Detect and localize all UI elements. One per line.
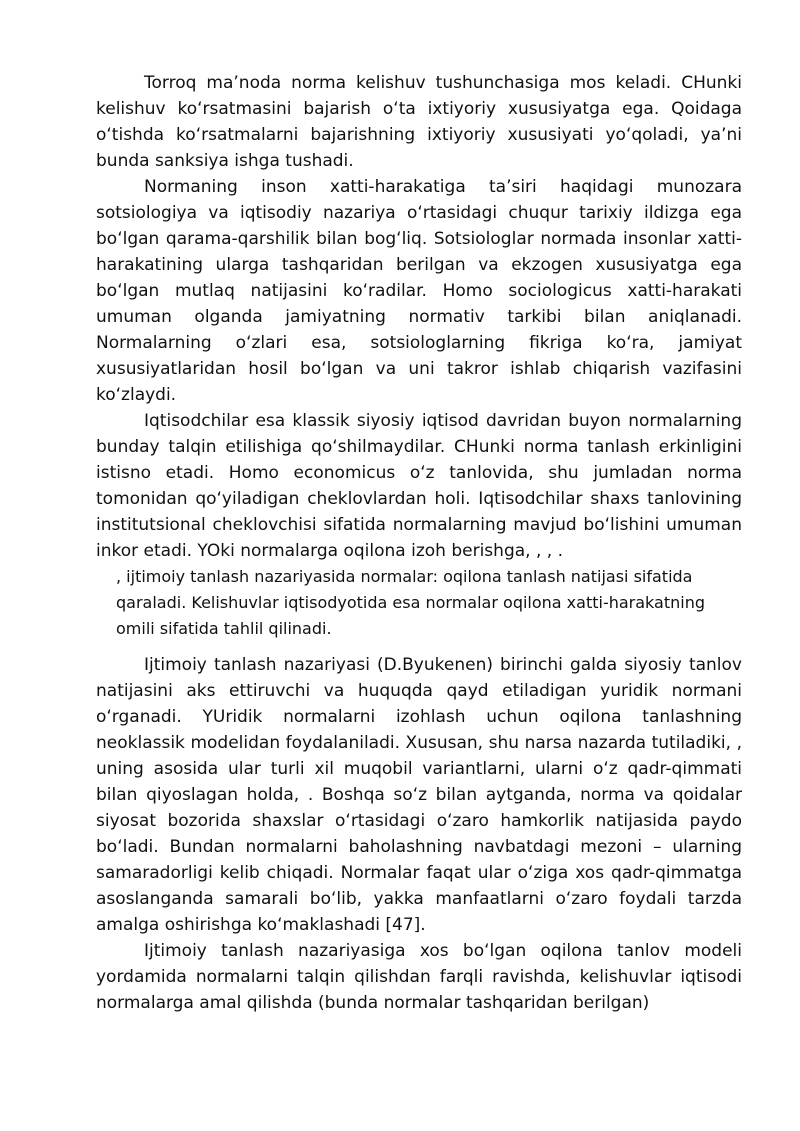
paragraph-sociology-economics: Normaning inson xatti-harakatiga ta’siri haqidagi munozara sotsiologiya va iqtisodiy nazariya oʻrtasidagi chuqur tarixiy ildizga ega boʻlgan qarama-qarshilik bilan bogʻliq. Sotsiologlar normada insonlar xatti-harakatining ularga tashqaridan berilgan va ekzogen xususiyatga ega boʻlgan mutlaq natijasini koʻradilar. Homo sociologicus xatti-harakati umuman olganda jamiyatning normativ tarkibi bilan aniqlanadi. Normalarning oʻzlari esa, sotsiologlarning fikriga koʻra, jamiyat xususiyatlaridan hosil boʻlgan va uni takror ishlab chiqarish vazifasini koʻzlaydi. xyxy=(96,177,742,405)
paragraph-economists: Iqtisodchilar esa klassik siyosiy iqtisod davridan buyon normalarning bunday talqin etilishiga qoʻshilmaydilar. CHunki norma tanlash erkinligini istisno etadi. Homo economicus oʻz tanlovida, shu jumladan norma tomonidan qoʻyiladigan cheklovlardan holi. Iqtisodchilar shaxs tanlovining institutsional cheklovchisi sifatida normalarning mavjud boʻlishini umuman inkor etadi. YOki normalarga oqilona izoh berishga, , , . xyxy=(96,411,742,561)
paragraph-social-choice-theory: Ijtimoiy tanlash nazariyasi (D.Byukenen) birinchi galda siyosiy tanlov natijasini aks ettiruvchi va huquqda qayd etiladigan yuridik normani oʻrganadi. YUridik normalarni izohlash uchun oqilona tanlashning neoklassik modelidan foydalaniladi. Xususan, shu narsa nazarda tutiladiki, , uning asosida ular turli xil muqobil variantlarni, ularni oʻz qadr-qimmati bilan qiyoslagan holda, . Boshqa soʻz bilan aytganda, norma va qoidalar siyosat bozorida shaxslar oʻrtasidagi oʻzaro hamkorlik natijasida paydo boʻladi. Bundan normalarni baholashning navbatdagi mezoni – ularning samaradorligi kelib chiqadi. Normalar faqat ular oʻziga xos qadr-qimmatga asoslanganda samarali boʻlib, yakka manfaatlarni oʻzaro foydali tarzda amalga oshirishga koʻmaklashadi [47]. xyxy=(96,655,742,935)
paragraph-conventions-economics: Ijtimoiy tanlash nazariyasiga xos boʻlgan oqilona tanlov modeli yordamida normalarni talqin qilishdan farqli ravishda, kelishuvlar iqtisodi normalarga amal qilishda (bunda normalar tashqaridan berilgan) xyxy=(96,941,742,1013)
document-page xyxy=(96,70,742,1016)
paragraph-social-choice-note: , ijtimoiy tanlash nazariyasida normalar: oqilona tanlash natijasi sifatida qaraladi. Kelishuvlar iqtisodyotida esa normalar oqilona xatti-harakatning omili sifatida tahlil qilinadi. xyxy=(116,567,705,638)
paragraph-norm-agreement: Torroq ma’noda norma kelishuv tushunchasiga mos keladi. CHunki kelishuv koʻrsatmasini bajarish oʻta ixtiyoriy xususiyatga ega. Qoidaga oʻtishda koʻrsatmalarni bajarishning ixtiyoriy xususiyati yoʻqoladi, ya’ni bunda sanksiya ishga tushadi. xyxy=(96,73,742,171)
